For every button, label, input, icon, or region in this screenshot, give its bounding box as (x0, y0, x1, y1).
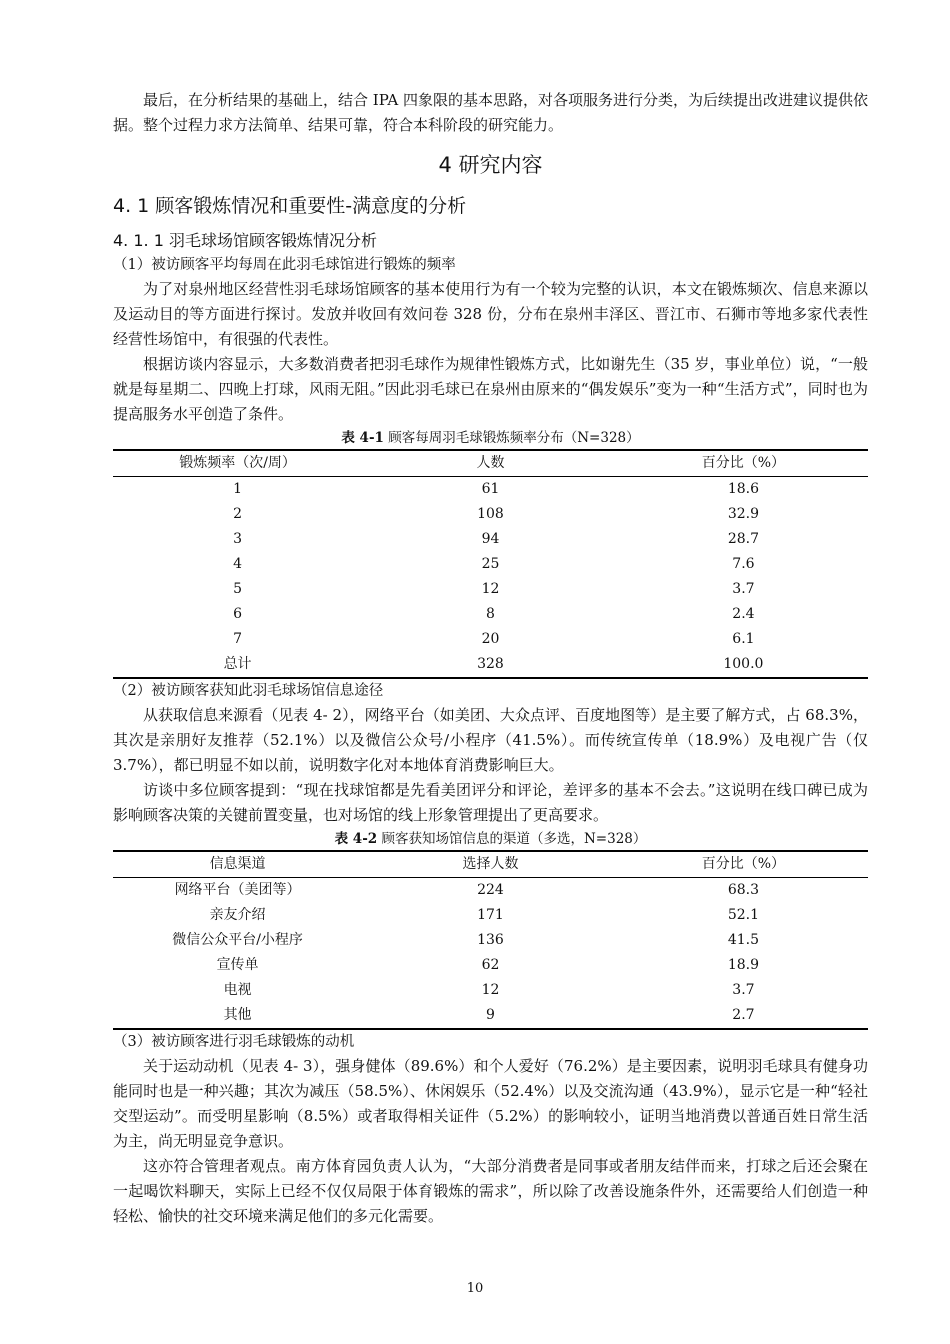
table-cell: 52.1 (727, 907, 759, 923)
table-header-cell: 信息渠道 (113, 851, 362, 878)
frequency-table (113, 449, 868, 679)
table-row (113, 502, 868, 527)
table-cell: 3 (233, 531, 243, 547)
table-cell: 2.4 (732, 606, 755, 622)
table-cell: 微信公众平台/小程序 (172, 932, 303, 948)
table-row (113, 552, 868, 577)
part1-paragraph-1: 为了对泉州地区经营性羽毛球场馆顾客的基本使用行为有一个较为完整的认识，本文在锻炼频次、信息来源以及运动目的等方面进行探讨。发放并收回有效问卷 328 份，分布在泉州丰泽区、晋江市、石狮市等地多家代表性经营性场馆中，有很强的代表性。 (113, 280, 868, 348)
table-header-cell: 百分比（%） (619, 450, 868, 477)
table-cell: 7 (233, 631, 243, 647)
table-cell: 2 (233, 506, 243, 522)
table1-caption-text: 顾客每周羽毛球锻炼频率分布（N=328） (383, 430, 640, 446)
channel-table (113, 850, 868, 1030)
table-cell: 9 (486, 1007, 495, 1023)
table-cell: 总计 (223, 656, 252, 672)
table-cell: 12 (481, 581, 500, 597)
table-cell: 20 (481, 631, 500, 647)
table2-caption (113, 828, 868, 850)
table-cell: 其他 (223, 1007, 252, 1023)
table-cell: 68.3 (727, 882, 759, 898)
part3-paragraph-2: 这亦符合管理者观点。南方体育园负责人认为，“大部分消费者是同事或者朋友结伴而来，打球之后还会聚在一起喝饮料聊天，实际上已经不仅仅局限于体育锻炼的需求”，所以除了改善设施条件外，还需要给人们创造一种轻松、愉快的社交环境来满足他们的多元化需要。 (113, 1157, 868, 1225)
table-cell: 136 (477, 932, 504, 948)
table-cell: 电视 (223, 982, 252, 998)
table-cell: 3.7 (732, 581, 755, 597)
table-row (113, 627, 868, 652)
table-cell: 108 (477, 506, 504, 522)
table-row (113, 602, 868, 627)
table-header-cell: 锻炼频率（次/周） (113, 450, 362, 477)
table-cell: 7.6 (732, 556, 755, 572)
table-total-row (113, 652, 868, 678)
table-row (113, 878, 868, 904)
table-cell: 100.0 (723, 656, 764, 672)
table-cell: 12 (481, 982, 500, 998)
table-cell: 62 (481, 957, 500, 973)
table-cell: 网络平台（美团等） (174, 882, 301, 898)
table-header-cell: 选择人数 (362, 851, 619, 878)
table-cell: 3.7 (732, 982, 755, 998)
table-cell: 328 (477, 656, 504, 672)
table1-caption (113, 427, 868, 449)
table-cell: 2.7 (732, 1007, 755, 1023)
table-cell: 224 (477, 882, 504, 898)
table-cell: 亲友介绍 (209, 907, 266, 923)
part2-paragraph-1: 从获取信息来源看（见表 4- 2），网络平台（如美团、大众点评、百度地图等）是主要了解方式，占 68.3%，其次是亲朋好友推荐（52.1%）以及微信公众号/小程序（41.5%）。而传统宣传单（18.9%）及电视广告（仅 3.7%），都已明显不如以前，说明数字化对本地体育消费影响巨大。 (113, 706, 868, 774)
part2-paragraph-2: 访谈中多位顾客提到：“现在找球馆都是先看美团评分和评论，差评多的基本不会去。”这说明在线口碑已成为影响顾客决策的关键前置变量，也对场馆的线上形象管理提出了更高要求。 (113, 781, 868, 824)
table2-caption-label: 表 4-2 (334, 831, 378, 847)
table-cell: 4 (233, 556, 243, 572)
table-cell: 61 (481, 481, 500, 497)
table-header-cell: 人数 (362, 450, 619, 477)
table-cell: 8 (486, 606, 495, 622)
part1-heading: （1）被访顾客平均每周在此羽毛球馆进行锻炼的频率 (113, 257, 456, 273)
table2-caption-text: 顾客获知场馆信息的渠道（多选，N=328） (377, 831, 647, 847)
intro-paragraph: 最后，在分析结果的基础上，结合 IPA 四象限的基本思路，对各项服务进行分类，为后续提出改进建议提供依据。整个过程力求方法简单、结果可靠，符合本科阶段的研究能力。 (113, 91, 869, 134)
table-row (113, 953, 868, 978)
part3-paragraph-1: 关于运动动机（见表 4- 3），强身健体（89.6%）和个人爱好（76.2%）是主要因素，说明羽毛球具有健身功能同时也是一种兴趣；其次为减压（58.5%）、休闲娱乐（52.4%）以及交流沟通（43.9%），显示它是一种“轻社交型运动”。而受明星影响（8.5%）或者取得相关证件（5.2%）的影响较小，证明当地消费以普通百姓日常生活为主，尚无明显竞争意识。 (113, 1057, 868, 1150)
table-cell: 94 (481, 531, 500, 547)
chapter-title: 4 研究内容 (438, 153, 543, 177)
table-cell: 18.6 (727, 481, 759, 497)
table-cell: 18.9 (727, 957, 759, 973)
table-row (113, 527, 868, 552)
table-header-row (113, 450, 868, 477)
table-cell: 6.1 (732, 631, 755, 647)
table-cell: 6 (233, 606, 243, 622)
table-row (113, 903, 868, 928)
table-cell: 宣传单 (216, 957, 259, 973)
table-cell: 25 (481, 556, 500, 572)
table-row (113, 978, 868, 1003)
table-row (113, 928, 868, 953)
table-row (113, 1003, 868, 1029)
table-cell: 5 (233, 581, 243, 597)
page-number: 10 (466, 1281, 484, 1296)
subsection-title: 4. 1. 1 羽毛球场馆顾客锻炼情况分析 (113, 231, 377, 250)
table1-caption-label: 表 4-1 (341, 430, 384, 446)
part2-heading: （2）被访顾客获知此羽毛球场馆信息途径 (113, 683, 384, 699)
part3-heading: （3）被访顾客进行羽毛球锻炼的动机 (113, 1034, 355, 1050)
table-cell: 41.5 (727, 932, 759, 948)
section-title: 4. 1 顾客锻炼情况和重要性-满意度的分析 (113, 195, 467, 217)
table-cell: 1 (233, 481, 243, 497)
table-header-row (113, 851, 868, 878)
part1-paragraph-2: 根据访谈内容显示，大多数消费者把羽毛球作为规律性锻炼方式，比如谢先生（35 岁，事业单位）说，“一般就是每星期二、四晚上打球，风雨无阻。”因此羽毛球已在泉州由原来的“偶发娱乐”变为一种“生活方式”，同时也为提高服务水平创造了条件。 (113, 355, 868, 423)
table-cell: 32.9 (727, 506, 759, 522)
table-header-cell: 百分比（%） (619, 851, 868, 878)
page-content (113, 88, 868, 1229)
table-row (113, 477, 868, 503)
table-cell: 171 (477, 907, 504, 923)
table-row (113, 577, 868, 602)
table-cell: 28.7 (727, 531, 759, 547)
